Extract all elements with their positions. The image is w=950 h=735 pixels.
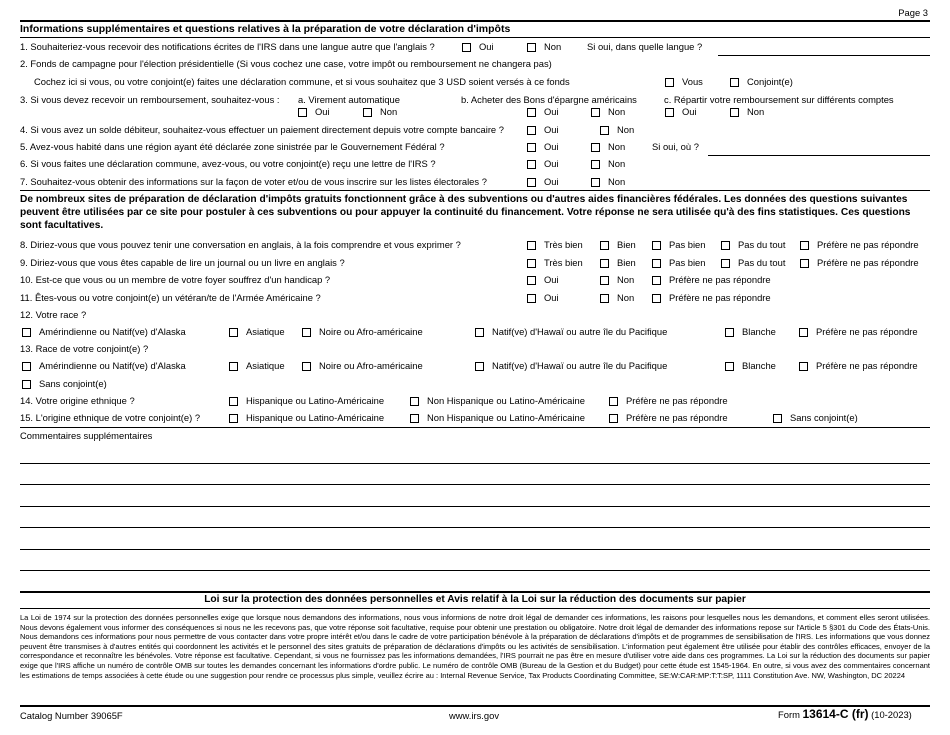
q10-prefer-not-label: Préfère ne pas répondre — [669, 274, 771, 285]
q13-pacific-label: Natif(ve) d'Hawaï ou autre île du Pacifique — [492, 360, 668, 371]
q15-prefer-not-label: Préfère ne pas répondre — [626, 412, 728, 423]
q2-text: 2. Fonds de campagne pour l'élection présidentielle (Si vous cochez une case, votre impôt ou remboursement ne changera pas) — [20, 58, 552, 69]
q4-no-label: Non — [617, 124, 635, 135]
q13-white-label: Blanche — [742, 360, 776, 371]
q11-prefer-not-label: Préfère ne pas répondre — [669, 292, 771, 303]
q13-black-checkbox[interactable] — [302, 362, 311, 371]
q8-not-well-label: Pas bien — [669, 239, 706, 250]
q13-asian-label: Asiatique — [246, 360, 285, 371]
comment-line[interactable] — [20, 570, 930, 571]
q3-a-yes-label: Oui — [315, 106, 330, 117]
q4-yes-checkbox[interactable] — [527, 126, 536, 135]
q5-follow-label: Si oui, où ? — [652, 141, 699, 152]
q7-yes-label: Oui — [544, 176, 559, 187]
q12-native-checkbox[interactable] — [22, 328, 31, 337]
q3-b-yes-label: Oui — [544, 106, 559, 117]
q12-white-checkbox[interactable] — [725, 328, 734, 337]
q13-pacific-checkbox[interactable] — [475, 362, 484, 371]
q13-no-spouse-checkbox[interactable] — [22, 380, 31, 389]
q13-no-spouse-label: Sans conjoint(e) — [39, 378, 107, 389]
q9-prefer-not-checkbox[interactable] — [800, 259, 809, 268]
q13-native-label: Amérindienne ou Natif(ve) d'Alaska — [39, 360, 186, 371]
q8-not-at-all-label: Pas du tout — [738, 239, 786, 250]
q9-prefer-not-label: Préfère ne pas répondre — [817, 257, 919, 268]
q15-no-spouse-checkbox[interactable] — [773, 414, 782, 423]
q8-not-well-checkbox[interactable] — [652, 241, 661, 250]
q9-not-well-checkbox[interactable] — [652, 259, 661, 268]
form-prefix: Form — [778, 709, 800, 720]
q2-you-checkbox[interactable] — [665, 78, 674, 87]
q1-language-field[interactable] — [718, 55, 930, 56]
q3-c-label: c. Répartir votre remboursement sur différents comptes — [664, 94, 894, 105]
q3-text: 3. Si vous devez recevoir un remboursement, souhaitez-vous : — [20, 94, 280, 105]
q1-text: 1. Souhaiteriez-vous recevoir des notifications écrites de l'IRS dans une langue autre que l'anglais ? — [20, 41, 435, 52]
q5-no-checkbox[interactable] — [591, 143, 600, 152]
q13-prefer-not-checkbox[interactable] — [799, 362, 808, 371]
q10-yes-label: Oui — [544, 274, 559, 285]
q10-no-label: Non — [617, 274, 635, 285]
form-number: 13614-C (fr) — [802, 707, 869, 721]
q13-prefer-not-label: Préfère ne pas répondre — [816, 360, 918, 371]
q15-hisp-checkbox[interactable] — [229, 414, 238, 423]
optional-intro: De nombreux sites de préparation de déclaration d'impôts gratuits fonctionnent grâce à des subventions ou d'autres aides financières fédérales. Les données des questions suivantes peuvent être utilisées par ce site pour postuler à ces subventions ou pour appuyer la continuité du financement. Votre réponse ne sera utilisée qu'à des fins statistiques. Ces questions sont facultatives. — [20, 194, 911, 231]
q10-prefer-not-checkbox[interactable] — [652, 276, 661, 285]
q2-you-label: Vous — [682, 76, 703, 87]
q2-spouse-label: Conjoint(e) — [747, 76, 793, 87]
q11-yes-label: Oui — [544, 292, 559, 303]
q3-a-no-label: Non — [380, 106, 398, 117]
q14-prefer-not-label: Préfère ne pas répondre — [626, 395, 728, 406]
q11-no-checkbox[interactable] — [600, 294, 609, 303]
q15-non-hisp-label: Non Hispanique ou Latino-Américaine — [427, 412, 585, 423]
q14-prefer-not-checkbox[interactable] — [609, 397, 618, 406]
comment-line[interactable] — [20, 484, 930, 485]
q8-well-checkbox[interactable] — [600, 241, 609, 250]
q1-no-checkbox[interactable] — [527, 43, 536, 52]
q9-text: 9. Diriez-vous que vous êtes capable de lire un journal ou un livre en anglais ? — [20, 257, 345, 268]
q12-white-label: Blanche — [742, 326, 776, 337]
q13-white-checkbox[interactable] — [725, 362, 734, 371]
q8-prefer-not-label: Préfère ne pas répondre — [817, 239, 919, 250]
form-id — [778, 707, 912, 721]
q3-b-label: b. Acheter des Bons d'épargne américains — [461, 94, 637, 105]
q13-asian-checkbox[interactable] — [229, 362, 238, 371]
q1-follow-label: Si oui, dans quelle langue ? — [587, 41, 703, 52]
q13-native-checkbox[interactable] — [22, 362, 31, 371]
comment-line[interactable] — [20, 549, 930, 550]
q3-a-label: a. Virement automatique — [298, 94, 400, 105]
q9-very-well-label: Très bien — [544, 257, 583, 268]
q3-c-no-checkbox[interactable] — [730, 108, 739, 117]
q6-no-checkbox[interactable] — [591, 160, 600, 169]
q7-yes-checkbox[interactable] — [527, 178, 536, 187]
comment-line[interactable] — [20, 527, 930, 528]
q14-non-hisp-checkbox[interactable] — [410, 397, 419, 406]
q4-no-checkbox[interactable] — [600, 126, 609, 135]
q14-text: 14. Votre origine ethnique ? — [20, 395, 135, 406]
q8-well-label: Bien — [617, 239, 636, 250]
q7-no-checkbox[interactable] — [591, 178, 600, 187]
q9-not-well-label: Pas bien — [669, 257, 706, 268]
q15-text: 15. L'origine ethnique de votre conjoint(e) ? — [20, 412, 201, 423]
q7-no-label: Non — [608, 176, 626, 187]
q3-c-no-label: Non — [747, 106, 765, 117]
q12-pacific-checkbox[interactable] — [475, 328, 484, 337]
q12-native-label: Amérindienne ou Natif(ve) d'Alaska — [39, 326, 186, 337]
q12-asian-checkbox[interactable] — [229, 328, 238, 337]
q15-hisp-label: Hispanique ou Latino-Américaine — [246, 412, 385, 423]
q1-yes-label: Oui — [479, 41, 494, 52]
catalog-number: Catalog Number 39065F — [20, 710, 123, 721]
q13-black-label: Noire ou Afro-américaine — [319, 360, 423, 371]
q13-text: 13. Race de votre conjoint(e) ? — [20, 343, 149, 354]
q11-no-label: Non — [617, 292, 635, 303]
comment-line[interactable] — [20, 463, 930, 464]
q3-c-yes-label: Oui — [682, 106, 697, 117]
page-label: Page 3 — [898, 7, 928, 18]
q5-where-field[interactable] — [708, 155, 930, 156]
q8-not-at-all-checkbox[interactable] — [721, 241, 730, 250]
q14-hisp-checkbox[interactable] — [229, 397, 238, 406]
comments-label: Commentaires supplémentaires — [20, 430, 153, 441]
q9-well-checkbox[interactable] — [600, 259, 609, 268]
website: www.irs.gov — [449, 710, 500, 721]
q12-asian-label: Asiatique — [246, 326, 285, 337]
q2-spouse-checkbox[interactable] — [730, 78, 739, 87]
q12-black-label: Noire ou Afro-américaine — [319, 326, 423, 337]
privacy-title: Loi sur la protection des données personnelles et Avis relatif à la Loi sur la réduction des documents sur papier — [204, 594, 746, 605]
q9-well-label: Bien — [617, 257, 636, 268]
q12-prefer-not-checkbox[interactable] — [799, 328, 808, 337]
q8-very-well-label: Très bien — [544, 239, 583, 250]
q6-yes-checkbox[interactable] — [527, 160, 536, 169]
q6-yes-label: Oui — [544, 158, 559, 169]
q2-sub-text: Cochez ici si vous, ou votre conjoint(e) faites une déclaration commune, et si vous souhaitez que 3 USD soient versés à ce fonds — [34, 76, 570, 87]
q3-b-yes-checkbox[interactable] — [527, 108, 536, 117]
q6-no-label: Non — [608, 158, 626, 169]
q9-not-at-all-label: Pas du tout — [738, 257, 786, 268]
privacy-top-rule — [20, 591, 930, 593]
q9-very-well-checkbox[interactable] — [527, 259, 536, 268]
q10-no-checkbox[interactable] — [600, 276, 609, 285]
q8-text: 8. Diriez-vous que vous pouvez tenir une conversation en anglais, à la fois comprendre et vous exprimer ? — [20, 239, 461, 250]
comment-line[interactable] — [20, 506, 930, 507]
q12-pacific-label: Natif(ve) d'Hawaï ou autre île du Pacifique — [492, 326, 668, 337]
q9-not-at-all-checkbox[interactable] — [721, 259, 730, 268]
q5-text: 5. Avez-vous habité dans une région ayant été déclarée zone sinistrée par le Gouvernement Fédéral ? — [20, 141, 445, 152]
q10-yes-checkbox[interactable] — [527, 276, 536, 285]
q15-prefer-not-checkbox[interactable] — [609, 414, 618, 423]
q12-black-checkbox[interactable] — [302, 328, 311, 337]
q15-no-spouse-label: Sans conjoint(e) — [790, 412, 858, 423]
q12-text: 12. Votre race ? — [20, 309, 87, 320]
section-title-rule — [20, 37, 930, 38]
q8-very-well-checkbox[interactable] — [527, 241, 536, 250]
q5-yes-label: Oui — [544, 141, 559, 152]
q3-b-no-checkbox[interactable] — [591, 108, 600, 117]
form-date: (10-2023) — [871, 709, 912, 720]
q15-non-hisp-checkbox[interactable] — [410, 414, 419, 423]
privacy-text: La Loi de 1974 sur la protection des données personnelles exige que lorsque nous demandons des informations, nous vous informions de notre droit légal de demander ces informations, les raisons pour lesquelles nous les demandons, et comment elles seront utilisées. Nous devons également vous informer des conséquences si nous ne les recevons pas, que votre réponse soit facultative, requise pour obtenir une prestation ou obligatoire. Notre droit légal de demander des informations repose sur l'Article 5 §301 du Code des États-Unis. Nous demandons ces informations pour nous permettre de vous contacter dans votre propre intérêt et/ou dans le cadre de votre participation bénévole à la préparation de déclarations d'impôts et de programmes de sensibilisation de l'IRS. Les informations que vous donnez peuvent être transmises à d'autres entités qui coordonnent les activités et le personnel des sites gratuits de préparation de déclarations d'impôts ou les activités de sensibilisation. L'information peut également être utilisée pour établir des contrôles efficaces, envoyer de la correspondance et reconnaître les bénévoles. Votre réponse est facultative. Cependant, si vous ne fournissez pas les informations demandées, l'IRS pourrait ne pas être en mesure d'utiliser votre aide dans ces programmes. La Loi sur la réduction des documents sur papier exige que l'IRS affiche un numéro de contrôle OMB sur toutes les demandes concernant les informations d'ordre public. Le numéro de contrôle OMB (Bureau de la Gestion et du Budget) pour cette étude est 1545-1964. En outre, si vous avez des commentaires concernant les estimations de temps associées à cette étude ou une suggestion pour rendre ce processus plus simple, veuillez écrire au : Internal Revenue Service, Tax Products Coordinating Committee, SE:W:CAR:MP:T:T:SP, 1111 Constitution Ave. NW, Washington, DC 20224 — [20, 613, 930, 680]
q4-text: 4. Si vous avez un solde débiteur, souhaitez-vous effectuer un paiement directement depuis votre compte bancaire ? — [20, 124, 504, 135]
q14-non-hisp-label: Non Hispanique ou Latino-Américaine — [427, 395, 585, 406]
q3-c-yes-checkbox[interactable] — [665, 108, 674, 117]
q6-text: 6. Si vous faites une déclaration commune, avez-vous, ou votre conjoint(e) reçu une lettre de l'IRS ? — [20, 158, 436, 169]
q3-b-no-label: Non — [608, 106, 626, 117]
q11-yes-checkbox[interactable] — [527, 294, 536, 303]
q3-a-no-checkbox[interactable] — [363, 108, 372, 117]
q3-a-yes-checkbox[interactable] — [298, 108, 307, 117]
comments-top-rule — [20, 427, 930, 428]
q12-prefer-not-label: Préfère ne pas répondre — [816, 326, 918, 337]
privacy-title-rule — [20, 608, 930, 609]
q8-prefer-not-checkbox[interactable] — [800, 241, 809, 250]
q5-yes-checkbox[interactable] — [527, 143, 536, 152]
q14-hisp-label: Hispanique ou Latino-Américaine — [246, 395, 385, 406]
q1-yes-checkbox[interactable] — [462, 43, 471, 52]
q1-no-label: Non — [544, 41, 562, 52]
q11-prefer-not-checkbox[interactable] — [652, 294, 661, 303]
q7-text: 7. Souhaitez-vous obtenir des informations sur la façon de voter et/ou de vous inscrire sur les listes électorales ? — [20, 176, 487, 187]
q11-text: 11. Êtes-vous ou votre conjoint(e) un vétéran/te de l'Armée Américaine ? — [20, 292, 321, 303]
optional-rule — [20, 190, 930, 191]
q10-text: 10. Est-ce que vous ou un membre de votre foyer souffrez d'un handicap ? — [20, 274, 331, 285]
q4-yes-label: Oui — [544, 124, 559, 135]
section-title: Informations supplémentaires et questions relatives à la préparation de votre déclaration d'impôts — [20, 23, 511, 35]
top-rule — [20, 20, 930, 22]
q5-no-label: Non — [608, 141, 626, 152]
